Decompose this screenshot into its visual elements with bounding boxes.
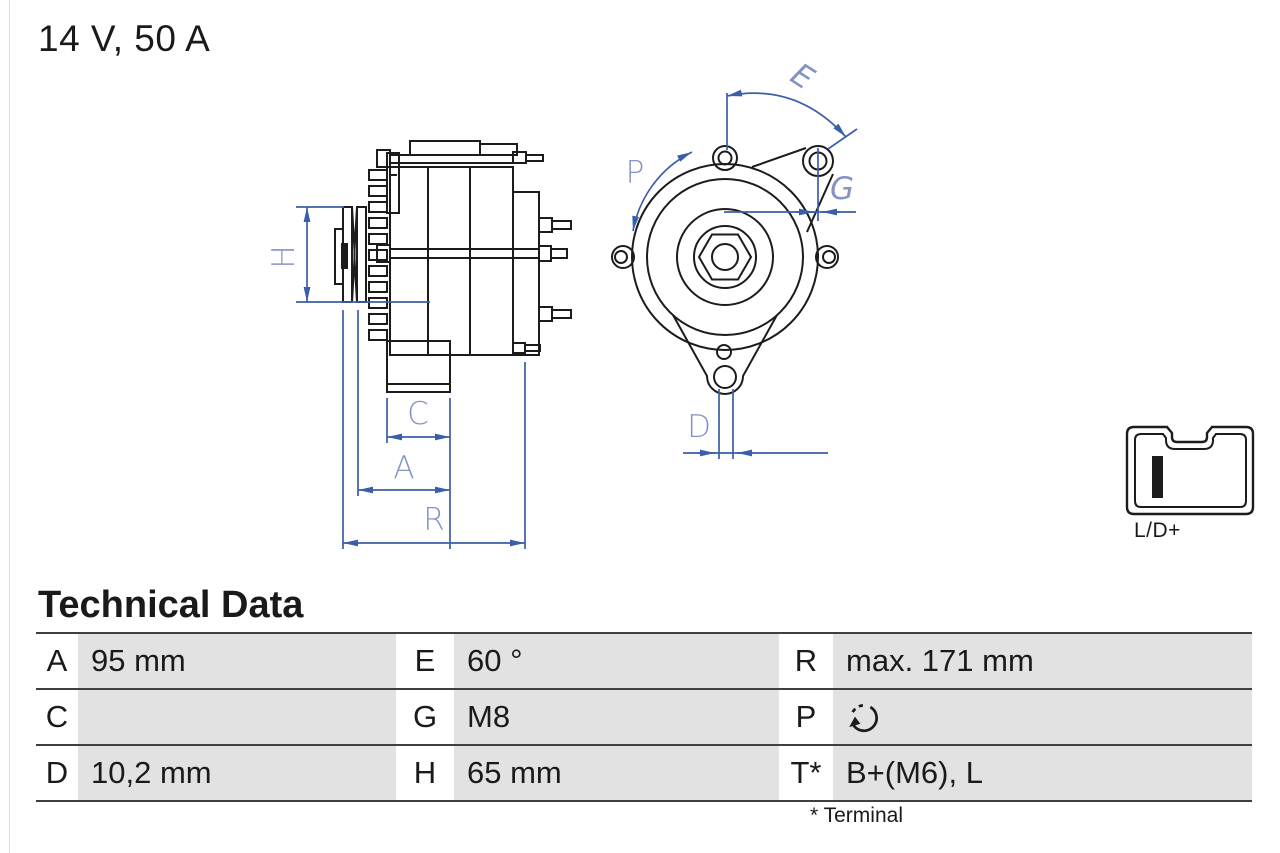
value-cell — [833, 690, 1252, 744]
dimension-label-r: R — [423, 502, 445, 538]
value-cell: 95 mm — [78, 634, 396, 688]
side-view-drawing — [335, 141, 571, 392]
key-cell: P — [795, 699, 817, 734]
value-cell: B+(M6), L — [833, 746, 1252, 800]
technical-data-table — [36, 632, 1252, 802]
key-cell: C — [45, 699, 69, 734]
key-cell: T* — [790, 755, 822, 790]
connector-diagram — [1127, 427, 1253, 514]
key-cell: A — [46, 643, 68, 678]
connector-label: L/D+ — [1134, 519, 1181, 542]
terminal-footnote: * Terminal — [810, 804, 903, 827]
value-cell: 60 ° — [454, 634, 779, 688]
key-cell: R — [794, 643, 818, 678]
value-cell: M8 — [454, 690, 779, 744]
value-cell: max. 171 mm — [833, 634, 1252, 688]
front-view-drawing — [612, 146, 838, 394]
key-cell: G — [412, 699, 438, 734]
value-cell: 10,2 mm — [78, 746, 396, 800]
technical-data-heading: Technical Data — [38, 584, 304, 626]
page-title: 14 V, 50 A — [38, 18, 211, 59]
table-row — [36, 690, 1252, 746]
key-cell: H — [413, 755, 437, 790]
value-cell: 65 mm — [454, 746, 779, 800]
dimension-label-p: P — [625, 155, 645, 191]
table-row — [36, 634, 1252, 690]
table-row — [36, 746, 1252, 802]
dimension-label-c: C — [407, 396, 429, 432]
value-cell — [78, 690, 396, 744]
shaft-nut-hexagon — [699, 235, 751, 280]
key-cell: E — [414, 643, 436, 678]
key-cell: D — [45, 755, 69, 790]
dimension-label-h: H — [266, 245, 302, 269]
dimension-label-d: D — [687, 409, 711, 445]
dimension-label-a: A — [393, 450, 415, 486]
rotation-direction-icon — [846, 699, 882, 735]
dimension-label-e: E — [784, 56, 821, 98]
connector-pin — [1152, 456, 1163, 498]
dimension-label-g: G — [829, 171, 855, 207]
